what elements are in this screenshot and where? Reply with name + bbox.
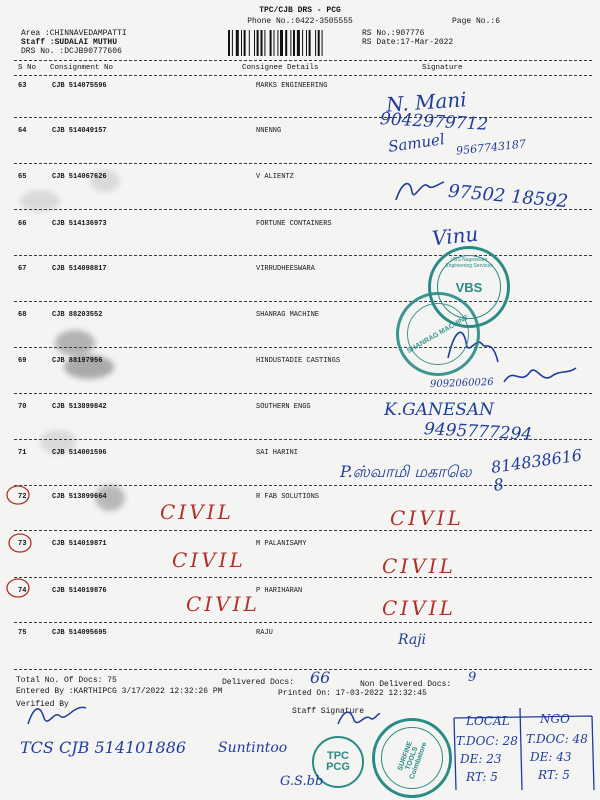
row-divider (14, 209, 592, 210)
barcode-bar (306, 30, 307, 56)
row-consignment-no: CJB 513899842 (52, 403, 107, 411)
barcode-bar (318, 30, 320, 56)
row-consignee: V ALIENTZ (256, 173, 294, 181)
table-row (0, 540, 600, 586)
table-row (0, 587, 600, 633)
row-divider (14, 622, 592, 623)
row-consignment-no: CJB 514049157 (52, 127, 107, 135)
handwritten-status: CIVIL (382, 554, 456, 578)
barcode-bar (244, 30, 246, 56)
row-consignment-no: CJB 514019871 (52, 540, 107, 548)
row-consignment-no: CJB 514019876 (52, 587, 107, 595)
row-sno: 74 (18, 587, 27, 595)
table-row (0, 265, 600, 311)
tally-ngo-label: NGO (540, 712, 570, 726)
row-consignee: P HARIHARAN (256, 587, 303, 595)
handwritten-status: CIVIL (382, 596, 456, 620)
handwritten-name: Suntintoo (218, 740, 288, 756)
company-stamp (372, 718, 452, 798)
stamp-text: SHANRAG MACHINE (405, 313, 471, 355)
column-header-consignment: Consignment No (50, 64, 114, 72)
divider (14, 60, 592, 61)
stamp-line: PCG (326, 761, 350, 773)
handwritten-status: CIVIL (160, 500, 234, 524)
staff-handwritten-signature (334, 702, 382, 732)
row-sno: 69 (18, 357, 27, 365)
verified-by: Verified By (16, 700, 69, 709)
phone-number: Phone No.:0422-3505555 (247, 17, 353, 26)
barcode-bar (264, 30, 265, 56)
barcode-bar (277, 30, 278, 56)
staff-signature-label: Staff Signature (292, 707, 365, 716)
barcode-bar (270, 30, 272, 56)
barcode-bar (257, 30, 259, 56)
barcode-bar (274, 30, 275, 56)
handwritten-signature (500, 362, 580, 390)
company-stamp (396, 292, 480, 376)
barcode-bar (322, 30, 323, 56)
handwritten-phone: 9567743187 (455, 137, 527, 158)
total-docs: Total No. Of Docs: 75 (16, 676, 117, 685)
row-divider (14, 393, 592, 394)
handwritten-name: N. Mani (385, 87, 468, 117)
handwritten-count: 9 (468, 670, 477, 685)
handwritten-phone: 9092060026 (429, 376, 494, 391)
handwritten-signature (392, 172, 448, 208)
column-header-consignee: Consignee Details (242, 64, 319, 72)
tally-value: DE: 43 (530, 750, 572, 764)
handwritten-initials: G.S.bb (280, 774, 324, 789)
barcode-bar (261, 30, 263, 56)
stamp-line: TPC (327, 750, 349, 762)
verifier-signature (26, 700, 90, 730)
row-sno: 68 (18, 311, 27, 319)
page-number: Page No.:6 (452, 17, 501, 26)
barcode-bar (280, 30, 283, 56)
row-sno: 63 (18, 82, 27, 90)
handwritten-signature: Raji (398, 632, 427, 648)
handwritten-name: P.ஸ்வாமி மகாலெ (340, 462, 472, 481)
row-consignment-no: CJB 513899664 (52, 493, 107, 501)
table-row (0, 220, 600, 266)
row-divider (14, 530, 592, 531)
table-row (0, 493, 600, 539)
barcode (228, 30, 352, 56)
handwritten-name: Samuel (387, 130, 446, 156)
barcode-bar (249, 30, 250, 56)
tally-value: T.DOC: 48 (526, 732, 588, 746)
row-consignee: MARKS ENGINEERING (256, 82, 328, 90)
column-header-signature: Signature (422, 64, 463, 72)
handwritten-consignment: TCS CJB 514101886 (20, 738, 187, 757)
divider (14, 75, 592, 76)
barcode-bar (302, 30, 303, 56)
tally-value: DE: 23 (460, 752, 502, 766)
barcode-bar (241, 30, 242, 56)
barcode-bar (290, 30, 291, 56)
row-consignee: VIRRUDHEESWARA (256, 265, 315, 273)
printed-on: Printed On: 17-03-2022 12:32:45 (278, 689, 427, 698)
row-consignment-no: CJB 514136973 (52, 220, 107, 228)
row-sno: 66 (18, 220, 27, 228)
handwritten-status: CIVIL (172, 548, 246, 572)
rs-date: RS Date:17-Mar-2022 (362, 38, 454, 47)
row-consignee: RAJU (256, 629, 273, 637)
row-sno: 75 (18, 629, 27, 637)
barcode-bar (228, 30, 230, 56)
barcode-bar (254, 30, 255, 56)
row-sno: 71 (18, 449, 27, 457)
tally-local-label: LOCAL (466, 714, 510, 728)
row-sno: 64 (18, 127, 27, 135)
row-consignment-no: CJB 88203552 (52, 311, 103, 319)
rs-number: RS No.:907776 (362, 29, 425, 38)
column-header-sno: S No (18, 64, 37, 72)
row-sno: 72 (18, 493, 27, 501)
handwritten-phone: 97502 18592 (447, 180, 569, 213)
red-circle-mark (4, 577, 32, 599)
red-circle-mark (4, 484, 32, 506)
tally-value: RT: 5 (538, 768, 570, 782)
row-sno: 70 (18, 403, 27, 411)
barcode-bar (309, 30, 311, 56)
row-sno: 67 (18, 265, 27, 273)
row-consignee: SHANRAG MACHINE (256, 311, 320, 319)
handwritten-phone: 8148386168 (489, 445, 584, 496)
barcode-bar (315, 30, 316, 56)
non-delivered-docs: Non Delivered Docs: (360, 680, 452, 689)
row-consignment-no: CJB 514095695 (52, 629, 107, 637)
handwritten-signature: Vinu (430, 221, 480, 251)
barcode-bar (293, 30, 295, 56)
row-consignment-no: CJB 514098817 (52, 265, 107, 273)
handwritten-phone: 9042979712 (379, 109, 489, 135)
stamp-ring-text: VBS Nageswara Engineering Services (445, 257, 493, 269)
row-consignment-no: CJB 514075596 (52, 82, 107, 90)
red-circle-mark (6, 532, 34, 554)
row-consignee: M PALANISAMY (256, 540, 307, 548)
row-sno: 73 (18, 540, 27, 548)
tally-value: RT: 5 (466, 770, 498, 784)
handwritten-status: CIVIL (390, 506, 464, 530)
row-divider (14, 347, 592, 348)
handwritten-count: 66 (310, 668, 331, 687)
divider (14, 669, 592, 670)
row-divider (14, 577, 592, 578)
row-consignment-no: CJB 514001596 (52, 449, 107, 457)
stamp-text: SURFINE TOOLS Coimbatore (396, 739, 429, 780)
row-divider (14, 163, 592, 164)
document-title: TPC/CJB DRS - PCG (259, 6, 341, 15)
stamp-center-text: VBS (455, 279, 483, 295)
row-consignee: FORTUNE CONTAINERS (256, 220, 332, 228)
barcode-bar (285, 30, 287, 56)
row-consignee: SOUTHERN ENGG (256, 403, 311, 411)
row-consignment-no: CJB 88197956 (52, 357, 103, 365)
tally-value: T.DOC: 28 (456, 734, 518, 748)
row-divider (14, 255, 592, 256)
barcode-bar (236, 30, 239, 56)
entered-by: Entered By :KARTHIPCG 3/17/2022 12:32:26 PM (16, 687, 223, 696)
row-consignment-no: CJB 514067626 (52, 173, 107, 181)
area-field: Area :CHINNAVEDAMPATTI (21, 29, 127, 38)
row-consignee: SAI HARINI (256, 449, 299, 457)
delivered-docs: Delivered Docs: (222, 678, 295, 687)
row-sno: 65 (18, 173, 27, 181)
table-row (0, 82, 600, 128)
row-consignee: R FAB SOLUTIONS (256, 493, 320, 501)
table-row (0, 311, 600, 357)
staff-field: Staff :SUDALAI MUTHU (21, 38, 118, 47)
row-consignee: HINDUSTADIE CASTINGS (256, 357, 341, 365)
barcode-bar (232, 30, 233, 56)
handwritten-status: CIVIL (186, 592, 260, 616)
row-consignee: NNENNG (256, 127, 282, 135)
drs-number: DRS No. :DCJB90777606 (21, 47, 122, 56)
barcode-bar (297, 30, 300, 56)
row-divider (14, 117, 592, 118)
handwritten-phone: 9495777294 (423, 419, 533, 445)
handwritten-name: K.GANESAN (384, 400, 495, 420)
